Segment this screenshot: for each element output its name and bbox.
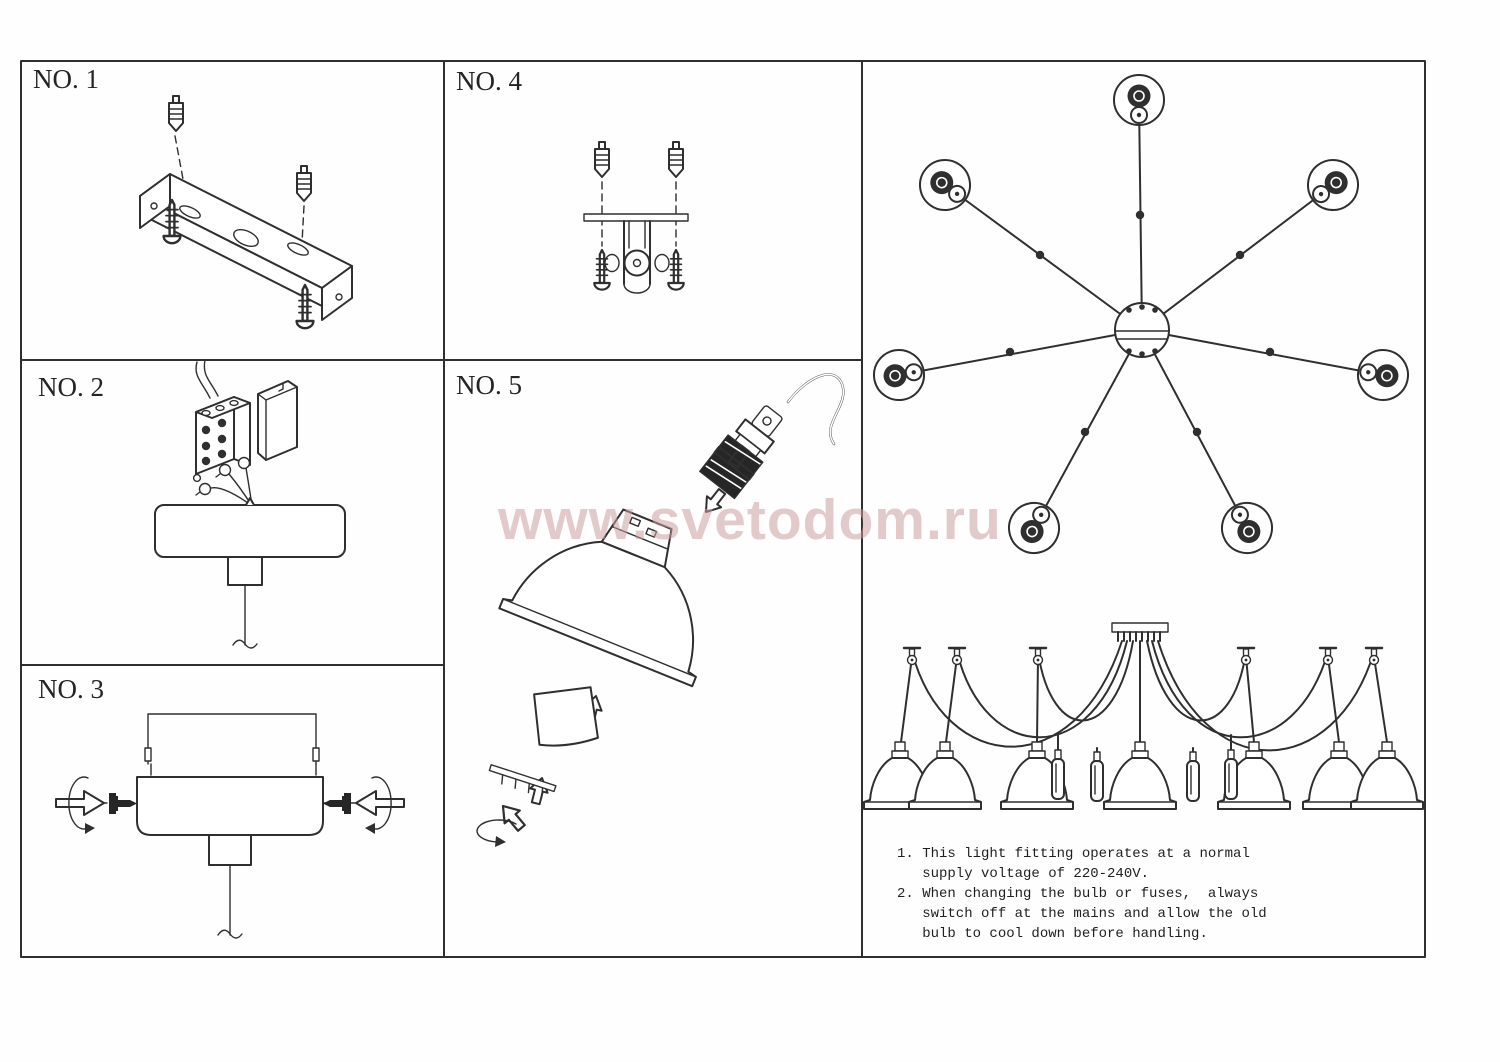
pendant-cords (901, 641, 1387, 752)
pulley-fixing-drawing (584, 142, 688, 293)
pendant-bulb-icon (1091, 752, 1103, 801)
rotation-arrow-icon (356, 777, 404, 834)
ceiling-hook-icon (1366, 648, 1382, 665)
spider-top-view-drawing (870, 75, 1412, 562)
ceiling-pulley-icon (1114, 75, 1164, 125)
note-line: bulb to cool down before handling. (897, 926, 1208, 942)
ceiling-pulley-icon (1213, 494, 1281, 562)
terminal-cover-drawing (258, 381, 297, 460)
pendant-bulb-icon (1052, 750, 1064, 799)
wall-plug-icon (169, 96, 183, 131)
panel-label-no5: NO. 5 (456, 370, 522, 400)
ceiling-hook-icon (1030, 648, 1046, 665)
wall-plug-icon (297, 166, 311, 201)
note-line: 2. When changing the bulb or fuses, always (897, 886, 1259, 902)
chandelier-side-view-drawing (864, 623, 1423, 809)
screw-icon (109, 793, 137, 814)
wall-plug-icon (669, 142, 683, 177)
pendant-shade-icon (1104, 742, 1176, 809)
pulley-drawing (605, 221, 669, 293)
canopy-drawing (155, 498, 345, 648)
rotation-arrow-icon (56, 777, 104, 834)
lamp-holder-drawing (700, 398, 792, 498)
ceiling-hook-icon (1238, 648, 1254, 665)
diffuser-sleeve-drawing (531, 684, 600, 748)
safety-notes (897, 844, 1267, 944)
shade-ring-drawing (487, 765, 556, 800)
ceiling-pulley-icon (1298, 150, 1368, 220)
note-line: supply voltage of 220-240V. (897, 866, 1150, 882)
mounting-bracket-drawing (140, 96, 352, 328)
note-line: switch off at the mains and allow the old (897, 906, 1267, 922)
ceiling-pulley-icon (870, 346, 928, 404)
ceiling-hook-icon (904, 648, 920, 665)
screw-icon (668, 250, 683, 290)
canopy-fixing-drawing (56, 714, 404, 938)
panel-label-no1: NO. 1 (33, 64, 99, 94)
ceiling-pulley-icon (910, 150, 980, 220)
rotation-arrow-icon (477, 800, 529, 847)
ceiling-hook-icon (1320, 648, 1336, 665)
wall-plug-icon (595, 142, 609, 177)
panel-label-no2: NO. 2 (38, 372, 104, 402)
screw-icon (323, 793, 351, 814)
pendant-bulb-icon (1225, 750, 1237, 799)
ceiling-hub-drawing (1115, 303, 1169, 357)
site-watermark: www.svetodom.ru (498, 488, 1002, 552)
pendant-bulb-icon (1187, 752, 1199, 801)
ceiling-hook-icon (949, 648, 965, 665)
ceiling-pulley-icon (1000, 494, 1068, 562)
note-line: 1. This light fitting operates at a normal (897, 846, 1250, 862)
panel-label-no4: NO. 4 (456, 66, 522, 96)
ceiling-pulley-icon (1354, 346, 1412, 404)
ceiling-canopy-drawing (1112, 623, 1168, 641)
panel-label-no3: NO. 3 (38, 674, 104, 704)
terminal-block-drawing (155, 360, 345, 648)
shade-assembly-drawing (477, 374, 843, 847)
